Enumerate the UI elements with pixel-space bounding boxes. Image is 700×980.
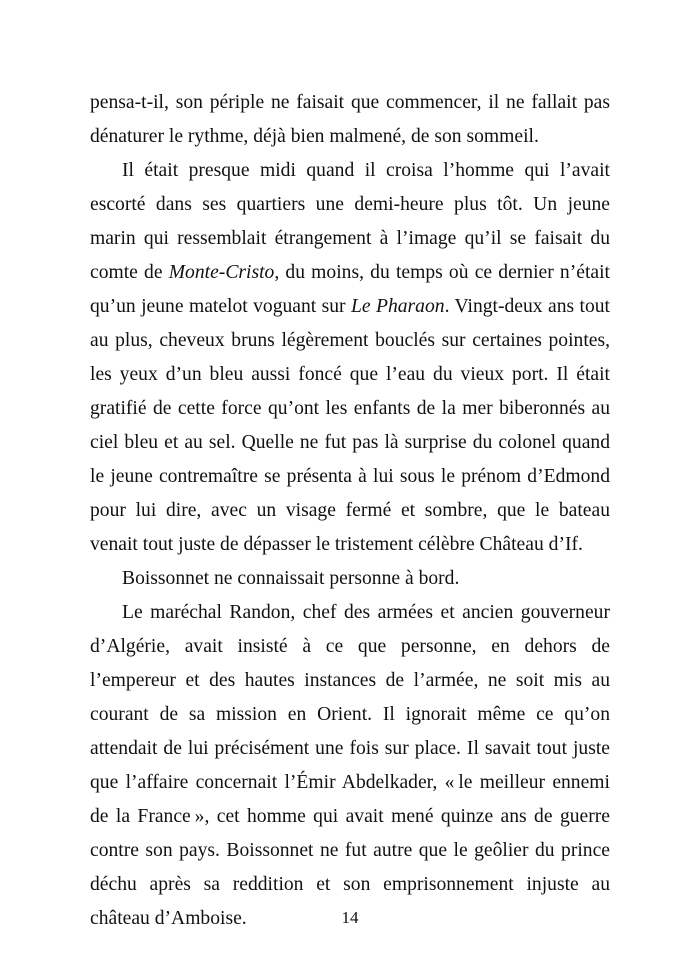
text-run: Il était presque midi quand il croisa l’homme qui l’avait escorté dans ses quartiers une demi-heure plus tôt. Un jeune marin qui ressemblait étrangement à l’image qu’il se faisait du comte de (90, 160, 610, 283)
paragraph-4 (90, 596, 610, 936)
text-run: pensa-t-il, son périple ne faisait que commencer, il ne fallait pas dénaturer le rythme, déjà bien malmené, de son sommeil. (90, 92, 610, 147)
italic-title-le-pharaon: Le Pharaon (351, 296, 445, 317)
page-number: 14 (341, 908, 359, 927)
text-run: Boissonnet ne connaissait personne à bord. (122, 568, 460, 589)
body-text (90, 86, 610, 936)
text-run: Le maréchal Randon, chef des armées et ancien gouverneur d’Algérie, avait insisté à ce que personne, en dehors de l’empereur et des hautes instances de l’armée, ne soit mis au courant de sa mission en Orient. Il ignorait même ce qu’on attendait de lui précisément une fois sur place. Il savait tout juste que l’affaire concernait l’Émir Abdelkader, « le meilleur ennemi de la France », cet homme qui avait mené quinze ans de guerre contre son pays. Boissonnet ne fut autre que le geôlier du prince déchu après sa reddition et son emprisonnement injuste au château d’Amboise. (90, 602, 610, 929)
italic-title-monte-cristo: Monte-Cristo (168, 262, 275, 283)
paragraph-3 (90, 562, 610, 596)
paragraph-2 (90, 154, 610, 562)
text-run: . Vingt-deux ans tout au plus, cheveux bruns légèrement bouclés sur certaines pointes, les yeux d’un bleu aussi foncé que l’eau du vieux port. Il était gratifié de cette force qu’ont les enfants de la mer biberonnés au ciel bleu et au sel. Quelle ne fut pas là surprise du colonel quand le jeune contremaître se présenta à lui sous le prénom d’Edmond pour lui dire, avec un visage fermé et sombre, que le bateau venait tout juste de dépasser le tristement célèbre Château d’If. (90, 296, 610, 555)
paragraph-1 (90, 86, 610, 154)
text-run: , du moins, du temps où ce dernier n’était qu’un jeune matelot voguant sur (90, 262, 610, 317)
